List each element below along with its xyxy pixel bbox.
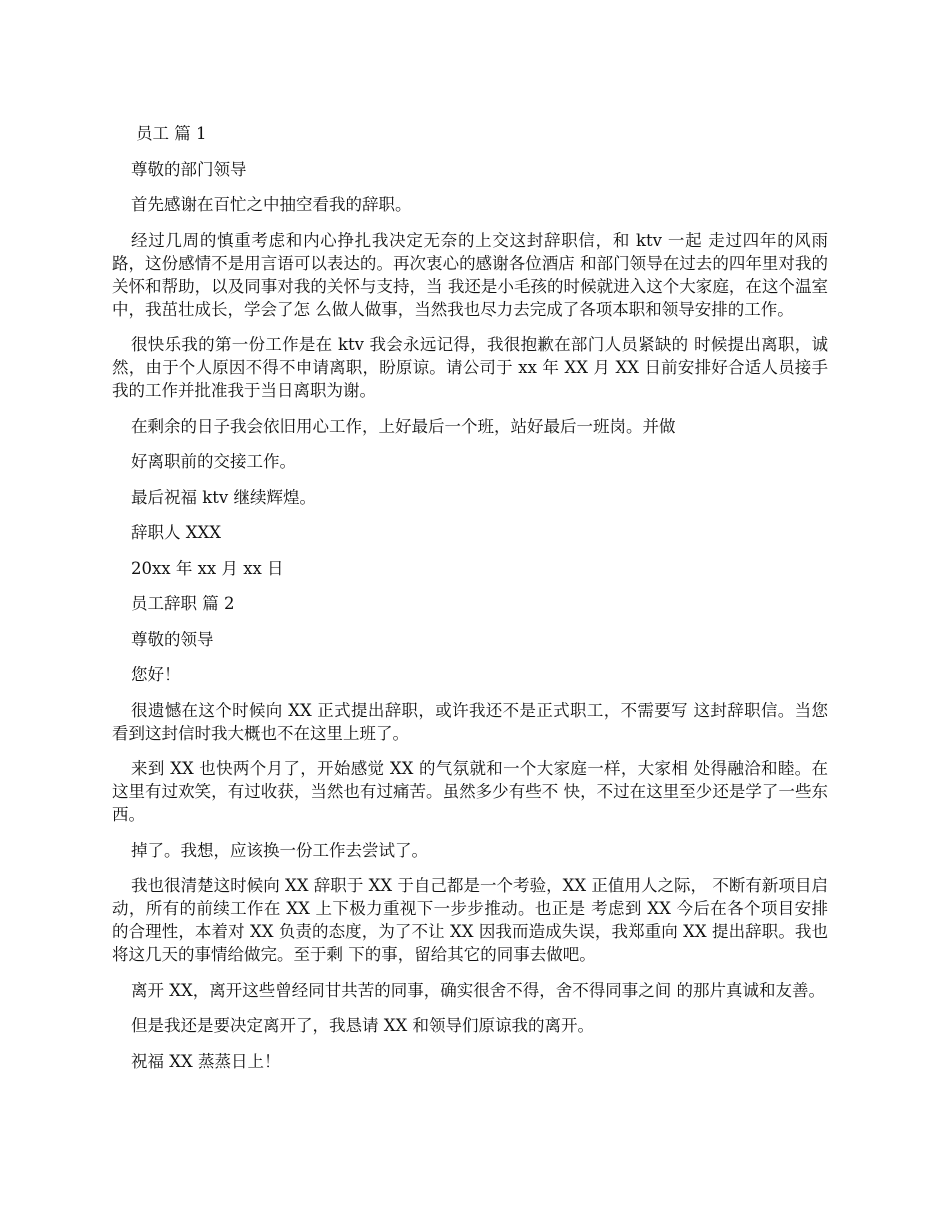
closing-2: 祝福 XX 蒸蒸日上！ [131,1051,281,1071]
document-body [112,122,828,1085]
salutation-2: 尊敬的领导 [131,629,214,649]
paragraph-4: 在剩余的日子我会依旧用心工作，上好最后一个班，站好最后一班岗。并做 [131,416,676,436]
paragraph-6: 最后祝福 ktv 继续辉煌。 [131,487,316,507]
signature-1: 辞职人 XXX [131,523,221,542]
paragraph-12: 但是我还是要决定离开了，我恳请 XX 和领导们原谅我的离开。 [131,1016,594,1035]
date-1: 20xx 年 xx 月 xx 日 [131,558,284,578]
paragraph-3: 很快乐我的第一份工作是在 ktv 我会永远记得，我很抱歉在部门人员紧缺的 时候提出离职，诚然，由于个人原因不得不申请离职，盼原谅。请公司于 xx 年 XX 月 XX 日前安排好合适人员接手我的工作并批准我于当日离职为谢。 [112,335,828,400]
paragraph-1: 首先感谢在百忙之中抽空看我的辞职。 [131,195,412,214]
paragraph-11: 离开 XX，离开这些曾经同甘共苦的同事，确实很舍不得，舍不得同事之间 的那片真诚和友善。 [131,980,825,1000]
salutation-1: 尊敬的部门领导 [131,159,247,179]
paragraph-2: 经过几周的慎重考虑和内心挣扎我决定无奈的上交这封辞职信，和 ktv 一起 走过四年的风雨路，这份感情不是用言语可以表达的。再次衷心的感谢各位酒店 和部门领导在过去的四年里对我的关怀和帮助，以及同事对我的关怀与支持，当 我还是小毛孩的时候就进入这个大家庭，在这个温室中，我茁壮成长，学会了怎 么做人做事，当然我也尽力去完成了各项本职和领导安排的工作。 [112,230,828,319]
greeting-2: 您好！ [131,665,181,684]
paragraph-10: 我也很清楚这时候向 XX 辞职于 XX 于自己都是一个考验，XX 正值用人之际， 不断有新项目启动，所有的前续工作在 XX 上下极力重视下一步步推动。也正是 考虑到 XX 今后在各个项目安排的合理性，本着对 XX 负责的态度，为了不让 XX 因我而造成失误，我郑重向 XX 提出辞职。我也将这几天的事情给做完。至于剩 下的事，留给其它的同事去做吧。 [112,876,828,964]
paragraph-8: 来到 XX 也快两个月了，开始感觉 XX 的气氛就和一个大家庭一样，大家相 处得融洽和睦。在这里有过欢笑，有过收获，当然也有过痛苦。虽然多少有些不 快，不过在这里至少还是学了一些东西。 [112,759,828,824]
paragraph-5: 好离职前的交接工作。 [131,452,296,471]
section-title-2: 员工辞职 篇 2 [131,594,235,613]
paragraph-7: 很遗憾在这个时候向 XX 正式提出辞职，或许我还不是正式职工，不需要写 这封辞职信。当您看到这封信时我大概也不在这里上班了。 [112,700,828,743]
paragraph-9: 掉了。我想，应该换一份工作去尝试了。 [131,840,428,860]
section-title-1: 员工 篇 1 [136,124,207,143]
